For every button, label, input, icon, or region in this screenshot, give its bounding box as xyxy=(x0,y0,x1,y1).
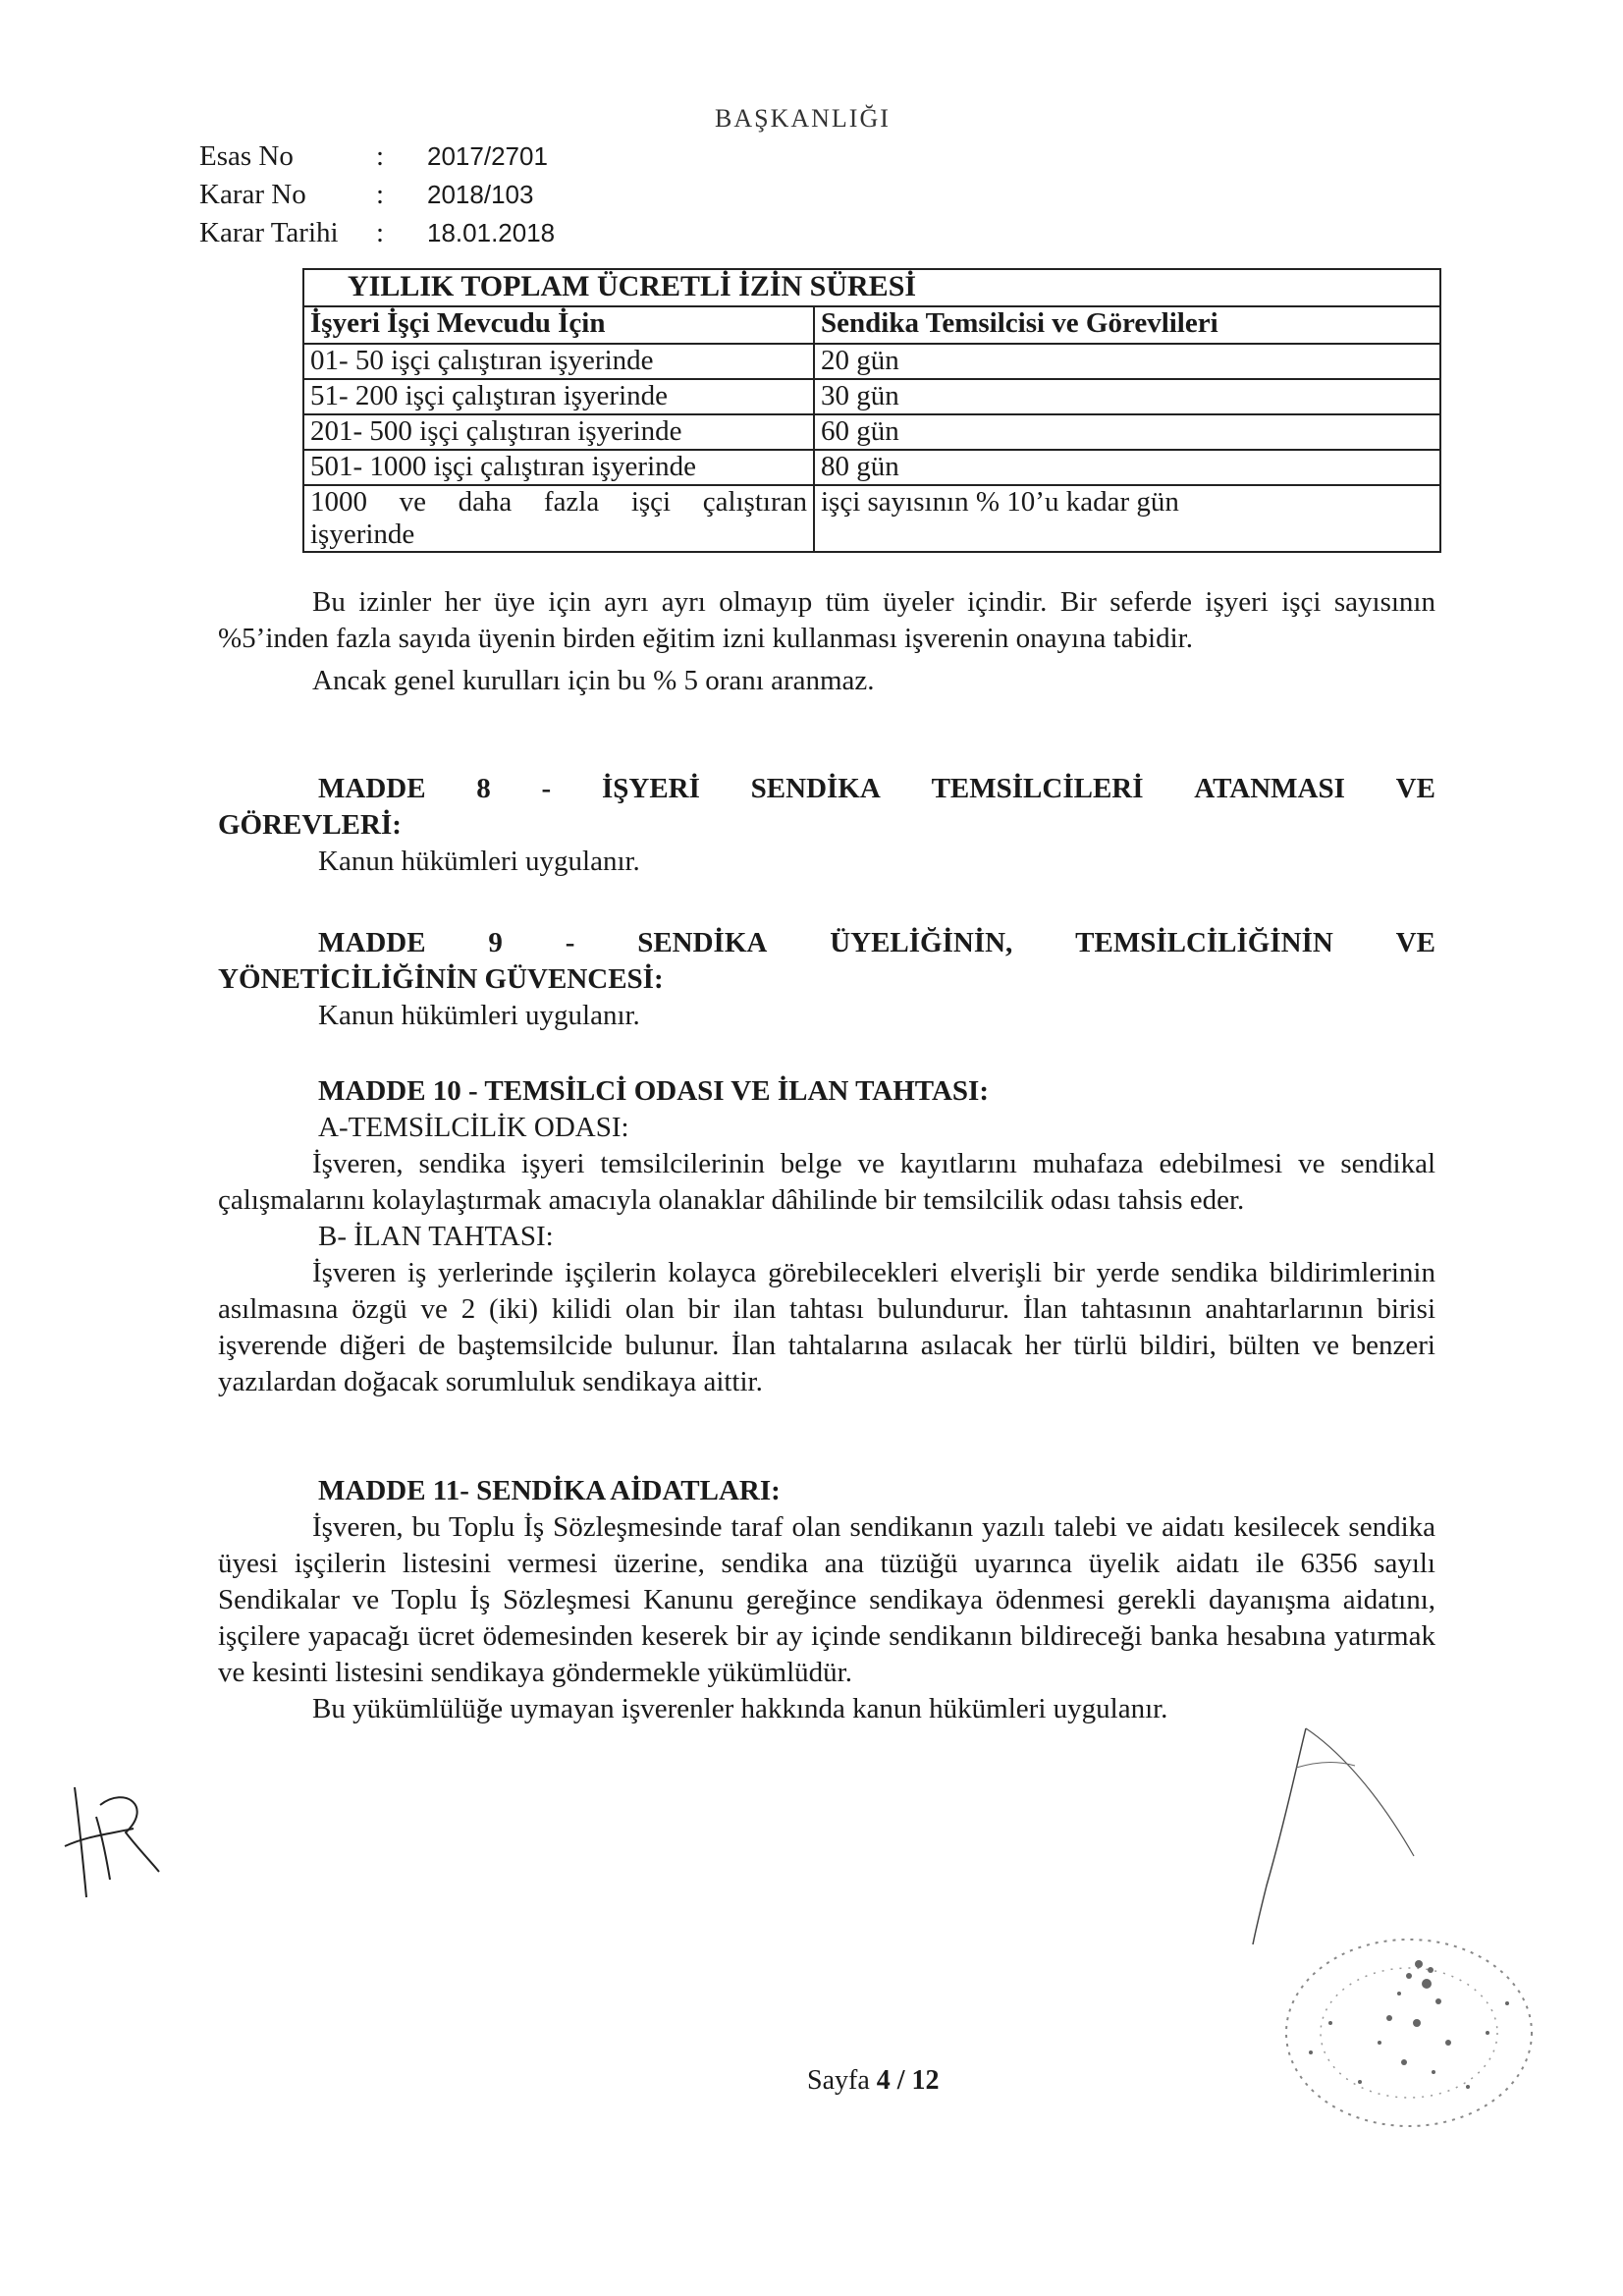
page-number xyxy=(807,2065,940,2097)
meta-row-karar xyxy=(199,176,555,214)
table-row xyxy=(303,414,1440,450)
table-title-row xyxy=(303,269,1440,306)
heading-word: SENDİKA xyxy=(637,927,768,958)
table-header-leave: Sendika Temsilcisi ve Görevlileri xyxy=(814,306,1440,344)
article-9-heading-cont: YÖNETİCİLİĞİNİN GÜVENCESİ: xyxy=(218,963,664,995)
article-8-heading-cont: GÖREVLERİ: xyxy=(218,809,402,841)
page-count: 4 / 12 xyxy=(876,2065,940,2096)
table-cell-leave: 20 gün xyxy=(814,344,1440,379)
meta-row-karar-tarihi xyxy=(199,214,555,252)
heading-word: SENDİKA xyxy=(750,773,881,804)
heading-word: MADDE xyxy=(318,773,426,804)
heading-word: 9 xyxy=(488,927,503,958)
article-8-heading xyxy=(218,771,1435,807)
table-row xyxy=(303,344,1440,379)
article-9-heading xyxy=(218,925,1435,961)
meta-label: Esas No xyxy=(199,140,294,172)
table-cell-workforce: 201- 500 işçi çalıştıran işyerinde xyxy=(303,414,814,450)
paragraph: Bu izinler her üye için ayrı ayrı olmayıp tüm üyeler içindir. Bir seferde işyeri işçi sayısının %5’inden fazla sayıda üyenin birden eğitim izni kullanması işverenin onayına tabidir. xyxy=(218,586,1435,654)
heading-word: 8 xyxy=(476,773,491,804)
handwritten-initials xyxy=(57,1777,165,1905)
table-cell-workforce: 01- 50 işçi çalıştıran işyerinde xyxy=(303,344,814,379)
table-row xyxy=(303,450,1440,485)
table-header-workforce: İşyeri İşçi Mevcudu İçin xyxy=(303,306,814,344)
article-11-body: İşveren, bu Toplu İş Sözleşmesinde taraf olan sendikanın yazılı talebi ve aidatı kesilecek sendika üyesi işçilerin listesini vermesi üzerine, sendika ana tüzüğü uyarınca üyelik aidatı ile 6356 sayılı Sendikalar ve Toplu İş Sözleşmesi Kanunu gereğince sendikaya ödenmesi gerekli dayanışma aidatını, işçilere yapacağı ücret ödemesinden keserek bir ay içinde sendikanın bildireceği banka hesabına yatırmak ve kesinti listesini sendikaya göndermekle yükümlüdür. xyxy=(218,1511,1435,1688)
heading-word: VE xyxy=(1395,773,1435,804)
article-11-closing: Bu yükümlülüğe uymayan işverenler hakkında kanun hükümleri uygulanır. xyxy=(312,1693,1168,1724)
heading-word: - xyxy=(541,773,552,804)
heading-word: ATANMASI xyxy=(1194,773,1345,804)
article-10-heading: MADDE 10 - TEMSİLCİ ODASI VE İLAN TAHTASI: xyxy=(318,1075,989,1107)
meta-colon: : xyxy=(376,179,385,210)
article-9-body: Kanun hükümleri uygulanır. xyxy=(318,1000,640,1031)
table-cell-leave: 60 gün xyxy=(814,414,1440,450)
heading-word: MADDE xyxy=(318,927,426,958)
table-cell-workforce: 51- 200 işçi çalıştıran işyerinde xyxy=(303,379,814,414)
meta-row-esas xyxy=(199,137,555,176)
seal-stamp xyxy=(1271,1925,1546,2141)
meta-value: 2017/2701 xyxy=(427,141,548,171)
heading-word: TEMSİLCİLİĞİNİN xyxy=(1075,927,1333,958)
heading-word: İŞYERİ xyxy=(601,773,700,804)
article-10 xyxy=(218,1073,1435,1400)
heading-word: TEMSİLCİLERİ xyxy=(931,773,1144,804)
heading-word: ÜYELİĞİNİN, xyxy=(830,927,1013,958)
article-8 xyxy=(218,771,1435,880)
table-cell-line: 1000 ve daha fazla işçi çalıştıran xyxy=(310,486,807,518)
article-10-a-body: İşveren, sendika işyeri temsilcilerinin belge ve kayıtlarını muhafaza edebilmesi ve sendikal çalışmalarını kolaylaştırmak amacıyla olanaklar dâhilinde bir temsilcilik odası tahsis eder. xyxy=(218,1148,1435,1216)
article-10-b-body: İşveren iş yerlerinde işçilerin kolayca görebilecekleri elverişli bir yerde sendika bildirimlerinin asılmasına özgü ve 2 (iki) kilidi olan bir ilan tahtası bulundurur. İlan tahtasının anahtarlarının birisi işverende diğeri de baştemsilcide bulunur. İlan tahtalarına asılacak her türlü bildiri, bülten ve benzeri yazılardan doğacak sorumluluk sendikaya aittir. xyxy=(218,1257,1435,1397)
table-row xyxy=(303,379,1440,414)
article-11-heading: MADDE 11- SENDİKA AİDATLARI: xyxy=(318,1475,781,1506)
table-row xyxy=(303,485,1440,552)
handwritten-signature xyxy=(1227,1709,1443,1964)
table-cell-workforce: 501- 1000 işçi çalıştıran işyerinde xyxy=(303,450,814,485)
article-8-body: Kanun hükümleri uygulanır. xyxy=(318,846,640,877)
table-title: YILLIK TOPLAM ÜCRETLİ İZİN SÜRESİ xyxy=(303,269,1440,306)
article-10-b-title: B- İLAN TAHTASI: xyxy=(318,1221,554,1252)
meta-colon: : xyxy=(376,140,385,172)
table-header-row xyxy=(303,306,1440,344)
leave-notes xyxy=(218,584,1435,699)
table-cell-leave: işçi sayısının % 10’u kadar gün xyxy=(814,485,1440,552)
meta-label: Karar No xyxy=(199,179,306,210)
leave-table xyxy=(302,268,1441,553)
meta-label: Karar Tarihi xyxy=(199,217,339,248)
table-cell-leave: 80 gün xyxy=(814,450,1440,485)
article-11 xyxy=(218,1473,1435,1727)
table-cell-line: işyerinde xyxy=(310,519,415,550)
meta-colon: : xyxy=(376,217,385,248)
table-cell-leave: 30 gün xyxy=(814,379,1440,414)
heading-word: - xyxy=(565,927,575,958)
case-meta xyxy=(199,137,555,252)
header-organization: BAŞKANLIĞI xyxy=(715,104,891,133)
heading-word: VE xyxy=(1395,927,1435,958)
page-prefix: Sayfa xyxy=(807,2065,870,2096)
paragraph: Ancak genel kurulları için bu % 5 oranı aranmaz. xyxy=(312,665,875,696)
meta-value: 2018/103 xyxy=(427,180,534,209)
meta-value: 18.01.2018 xyxy=(427,218,556,247)
article-9 xyxy=(218,925,1435,1034)
article-10-a-title: A-TEMSİLCİLİK ODASI: xyxy=(318,1112,629,1143)
table-cell-workforce xyxy=(303,485,814,552)
